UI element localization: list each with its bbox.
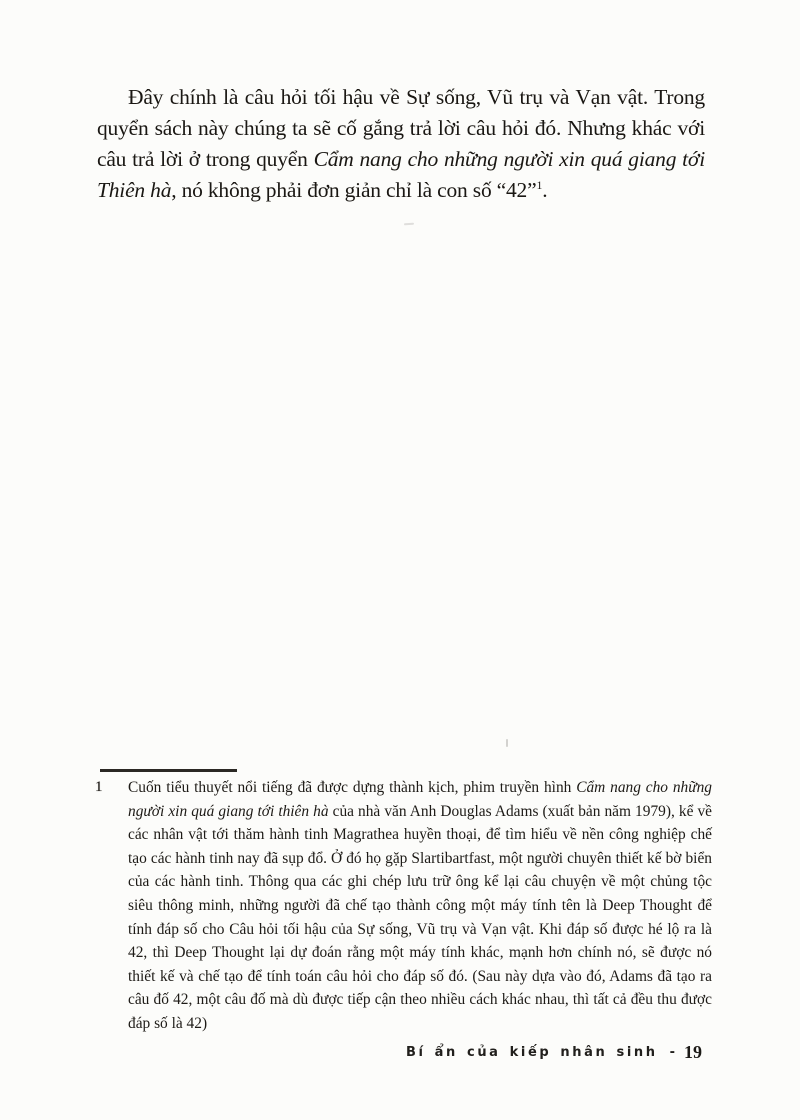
footnote-marker: 1 (95, 779, 103, 795)
scan-speck (506, 739, 508, 747)
footer-book-title: Bí ẩn của kiếp nhân sinh (405, 1045, 658, 1060)
main-paragraph: Đây chính là câu hỏi tối hậu về Sự sống, Vũ trụ và Vạn vật. Trong quyển sách này chúng ta sẽ cố gắng trả lời câu hỏi đó. Nhưng khác với câu trả lời ở trong quyển Cẩm nang cho những người xin quá giang tới Thiên hà, nó không phải đơn giản chỉ là con số “42”$^1$. (97, 85, 705, 202)
running-footer (406, 1042, 702, 1063)
page-number: 19 (684, 1042, 702, 1062)
footnote (95, 776, 712, 1036)
footnote-divider-rule (100, 769, 237, 772)
scan-speck (404, 223, 414, 226)
footer-separator: - (669, 1045, 675, 1060)
footnote-text: Cuốn tiểu thuyết nổi tiếng đã được dựng thành kịch, phim truyền hình Cẩm nang cho những người xin quá giang tới thiên hà của nhà văn Anh Douglas Adams (xuất bản năm 1979), kể về các nhân vật tới thăm hành tinh Magrathea huyền thoại, để tìm hiểu về nền công nghiệp chế tạo các hành tinh nay đã sụp đổ. Ở đó họ gặp Slartibartfast, một người chuyên thiết kế bờ biển của các hành tinh. Thông qua các ghi chép lưu trữ ông kể lại câu chuyện về một chủng tộc siêu thông minh, những người đã chế tạo thành công một máy tính tên là Deep Thought để tính đáp số cho Câu hỏi tối hậu của Sự sống, Vũ trụ và Vạn vật. Khi đáp số được hé lộ ra là 42, thì Deep Thought lại dự đoán rằng một máy tính khác, mạnh hơn chính nó, sẽ được nó thiết kế và chế tạo để tính toán câu hỏi cho đáp số đó. (Sau này dựa vào đó, Adams đã tạo ra câu đố 42, một câu đố mà dù được tiếp cận theo nhiều cách khác nhau, thì tất cả đều thu được đáp số là 42) (128, 779, 713, 1032)
